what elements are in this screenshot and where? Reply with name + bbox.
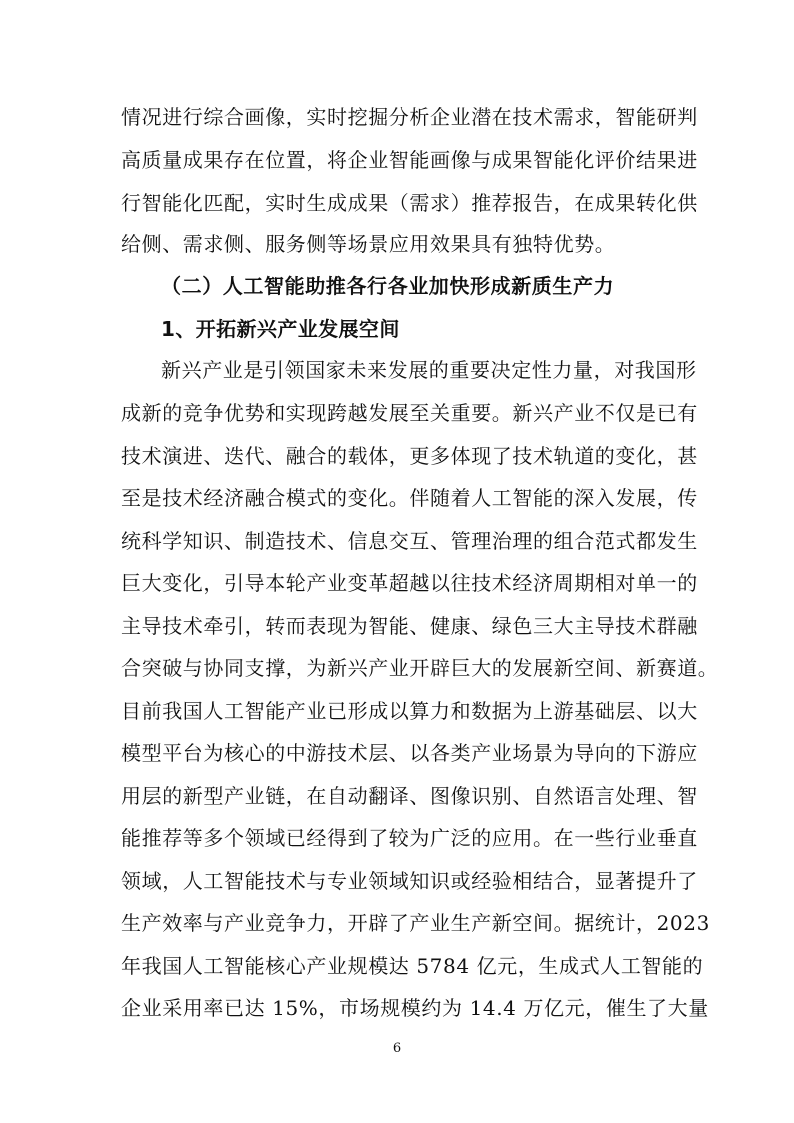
- paragraph-line: 高质量成果存在位置，将企业智能画像与成果智能化评价结果进: [121, 148, 698, 172]
- paragraph-line: 行智能化匹配，实时生成成果（需求）推荐报告，在成果转化供: [121, 191, 698, 215]
- paragraph-line: 新兴产业是引领国家未来发展的重要决定性力量，对我国形: [161, 358, 697, 382]
- paragraph-line: 生产效率与产业竞争力，开辟了产业生产新空间。据统计，2023: [121, 911, 710, 935]
- paragraph-line: 目前我国人工智能产业已形成以算力和数据为上游基础层、以大: [121, 699, 698, 723]
- subsection-heading: 1、开拓新兴产业发展空间: [161, 317, 400, 341]
- paragraph-line: 成新的竞争优势和实现跨越发展至关重要。新兴产业不仅是已有: [121, 401, 698, 425]
- paragraph-line: 情况进行综合画像，实时挖掘分析企业潜在技术需求，智能研判: [121, 105, 698, 129]
- paragraph-line: 模型平台为核心的中游技术层、以各类产业场景为导向的下游应: [121, 741, 698, 765]
- paragraph-line: 企业采用率已达 15%，市场规模约为 14.4 万亿元，催生了大量: [121, 996, 709, 1020]
- paragraph-line: 年我国人工智能核心产业规模达 5784 亿元，生成式人工智能的: [121, 954, 704, 978]
- paragraph-line: 主导技术牵引，转而表现为智能、健康、绿色三大主导技术群融: [121, 614, 698, 638]
- page-number: 6: [392, 1041, 402, 1056]
- paragraph-line: 巨大变化，引导本轮产业变革超越以往技术经济周期相对单一的: [121, 571, 698, 595]
- paragraph-line: 领域，人工智能技术与专业领域知识或经验相结合，显著提升了: [121, 869, 698, 893]
- paragraph-line: 用层的新型产业链，在自动翻译、图像识别、自然语言处理、智: [121, 784, 698, 808]
- paragraph-line: 合突破与协同支撑，为新兴产业开辟巨大的发展新空间、新赛道。: [121, 656, 719, 680]
- paragraph-line: 给侧、需求侧、服务侧等场景应用效果具有独特优势。: [121, 232, 616, 256]
- section-heading: （二）人工智能助推各行各业加快形成新质生产力: [161, 274, 615, 298]
- paragraph-line: 统科学知识、制造技术、信息交互、管理治理的组合范式都发生: [121, 529, 698, 553]
- paragraph-line: 至是技术经济融合模式的变化。伴随着人工智能的深入发展，传: [121, 486, 698, 510]
- paragraph-line: 能推荐等多个领域已经得到了较为广泛的应用。在一些行业垂直: [121, 826, 698, 850]
- paragraph-line: 技术演进、迭代、融合的载体，更多体现了技术轨道的变化，甚: [121, 444, 698, 468]
